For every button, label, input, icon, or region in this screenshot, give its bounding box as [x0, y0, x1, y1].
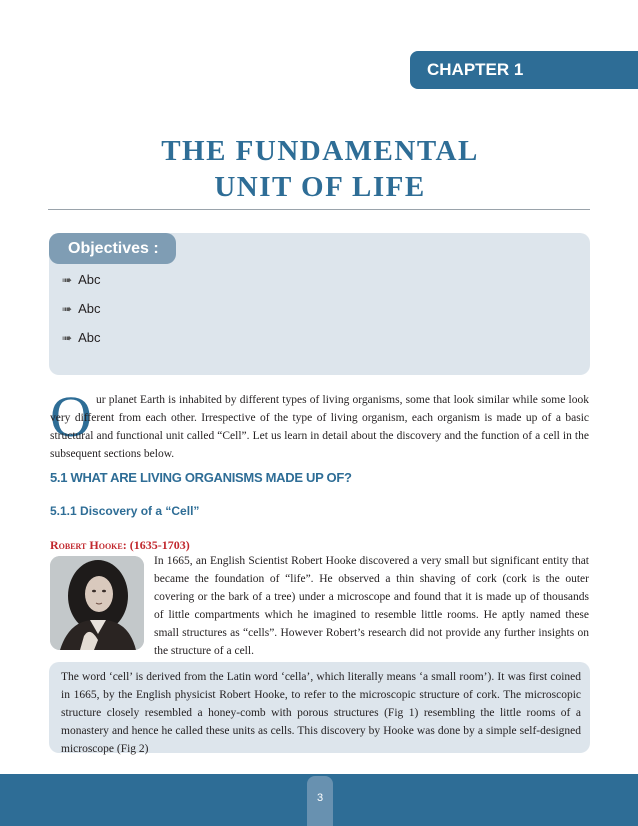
objective-item [62, 301, 100, 316]
note-paragraph: The word ‘cell’ is derived from the Latin word ‘cella’, which literally means ‘a small room’). It was first coined in 1665, by the English physicist Robert Hooke, to refer to the microscopic structure of cork. The microscopic structure closely resembled a honey-comb with porous structures (Fig 1) resembling the little rooms of a monastery and hence he called these units as cells. This discovery by Hooke was done by a simple self-designed microscope (Fig 2) [61, 671, 581, 755]
objective-item [62, 272, 100, 287]
chapter-label: CHAPTER 1 [410, 51, 638, 89]
objectives-heading: Objectives : [49, 233, 176, 264]
arrow-icon: ➠ [62, 302, 73, 316]
scientist-years: : (1635-1703) [122, 538, 190, 552]
chapter-title-line-1: THE FUNDAMENTAL [161, 135, 479, 167]
arrow-icon: ➠ [62, 273, 73, 287]
title-divider [48, 209, 590, 210]
section-heading: 5.1 WHAT ARE LIVING ORGANISMS MADE UP OF? [50, 470, 352, 485]
intro-text: ur planet Earth is inhabited by different types of living organisms, some that look similar while some look very different from each other. Irrespective of the type of living organism, each organism is made up of a basic structural and functional unit called “Cell”. Let us learn in detail about the discovery and the function of a cell in the subsequent sections below. [50, 394, 589, 460]
portrait-illustration [50, 556, 144, 650]
robert-hooke-portrait [50, 556, 144, 650]
objective-item [62, 330, 100, 345]
objective-text: Abc [78, 330, 101, 345]
scientist-name: Robert Hooke [50, 538, 123, 552]
subsection-heading: 5.1.1 Discovery of a “Cell” [50, 504, 200, 518]
chapter-title-line-2: UNIT OF LIFE [214, 171, 426, 203]
arrow-icon: ➠ [62, 331, 73, 345]
drop-cap: O [50, 384, 92, 449]
objective-text: Abc [78, 272, 101, 287]
page-number: 3 [316, 792, 324, 804]
objective-text: Abc [78, 301, 101, 316]
scientist-heading [50, 538, 190, 553]
hooke-paragraph: In 1665, an English Scientist Robert Hooke discovered a very small but significant entity that became the foundation of “life”. He observed a thin shaving of cork (cork is the outer covering or the bark of a tree) under a microscope and found that it is made up of thousands of little compartments which he imagined to resemble little rooms. He aptly named these small structures as “cells”. However Robert’s research did not provide any further insights on the structure of a cell. [154, 555, 589, 657]
intro-paragraph [50, 391, 589, 463]
